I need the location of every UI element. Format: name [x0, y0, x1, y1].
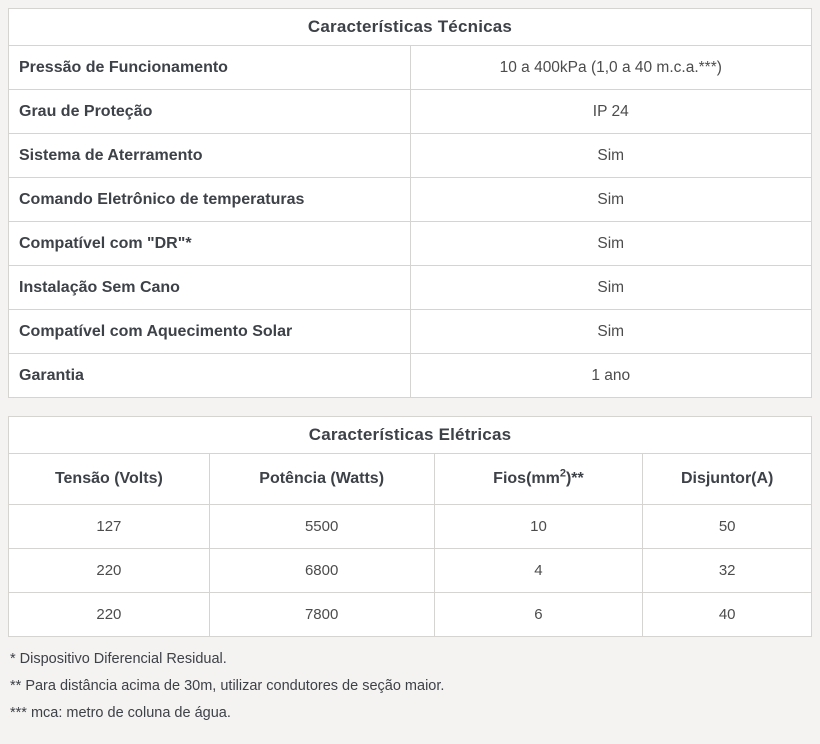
- spec-value: Sim: [410, 134, 812, 178]
- spec-label: Grau de Proteção: [9, 90, 411, 134]
- disjuntor-cell: 50: [643, 505, 812, 549]
- column-header-label: Tensão (Volts): [54, 470, 163, 487]
- spec-label: Compatível com Aquecimento Solar: [9, 310, 411, 354]
- column-header-label: Potência (Watts): [259, 470, 385, 487]
- table-title-row: [9, 417, 812, 454]
- technical-table-title: Características Técnicas: [9, 9, 812, 46]
- tensao-cell: 220: [9, 593, 210, 637]
- spec-value: Sim: [410, 222, 812, 266]
- table-row: [9, 178, 812, 222]
- spec-label: Sistema de Aterramento: [9, 134, 411, 178]
- table-row: [9, 266, 812, 310]
- fios-cell: 10: [434, 505, 643, 549]
- spec-value: Sim: [410, 266, 812, 310]
- column-header-label: Fios(mm: [493, 470, 560, 487]
- column-header-label: Disjuntor(A): [680, 470, 774, 487]
- tensao-cell: 127: [9, 505, 210, 549]
- spec-value: Sim: [410, 310, 812, 354]
- tensao-cell: 220: [9, 549, 210, 593]
- spec-value: Sim: [410, 178, 812, 222]
- spec-value: 1 ano: [410, 354, 812, 398]
- spec-label: Pressão de Funcionamento: [9, 46, 411, 90]
- fios-cell: 4: [434, 549, 643, 593]
- table-row: [9, 222, 812, 266]
- column-header-fios: [434, 454, 643, 505]
- footnotes: [8, 646, 812, 727]
- table-title-row: [9, 9, 812, 46]
- fios-cell: 6: [434, 593, 643, 637]
- table-row: [9, 46, 812, 90]
- spec-label: Comando Eletrônico de temperaturas: [9, 178, 411, 222]
- column-header-superscript: 2: [559, 467, 566, 480]
- footnote-dr: * Dispositivo Diferencial Residual.: [10, 651, 227, 667]
- table-row: [9, 90, 812, 134]
- electrical-characteristics-table: [8, 416, 812, 637]
- table-row: [9, 354, 812, 398]
- spec-label: Garantia: [9, 354, 411, 398]
- potencia-cell: 6800: [209, 549, 434, 593]
- table-row: [9, 134, 812, 178]
- spec-label: Compatível com "DR"*: [9, 222, 411, 266]
- footnote-mca: *** mca: metro de coluna de água.: [10, 705, 231, 721]
- spec-value: IP 24: [410, 90, 812, 134]
- footnote-fios: ** Para distância acima de 30m, utilizar condutores de seção maior.: [10, 678, 445, 694]
- disjuntor-cell: 40: [643, 593, 812, 637]
- column-header-tensao: [9, 454, 210, 505]
- disjuntor-cell: 32: [643, 549, 812, 593]
- column-header-row: [9, 454, 812, 505]
- potencia-cell: 7800: [209, 593, 434, 637]
- table-row: [9, 310, 812, 354]
- spec-value: 10 a 400kPa (1,0 a 40 m.c.a.***): [410, 46, 812, 90]
- table-row: [9, 549, 812, 593]
- column-header-disjuntor: [643, 454, 812, 505]
- potencia-cell: 5500: [209, 505, 434, 549]
- spec-label: Instalação Sem Cano: [9, 266, 411, 310]
- technical-characteristics-table: [8, 8, 812, 398]
- column-header-potencia: [209, 454, 434, 505]
- table-row: [9, 593, 812, 637]
- column-header-label-suffix: )**: [565, 470, 584, 487]
- electrical-table-title: Características Elétricas: [9, 417, 812, 454]
- table-row: [9, 505, 812, 549]
